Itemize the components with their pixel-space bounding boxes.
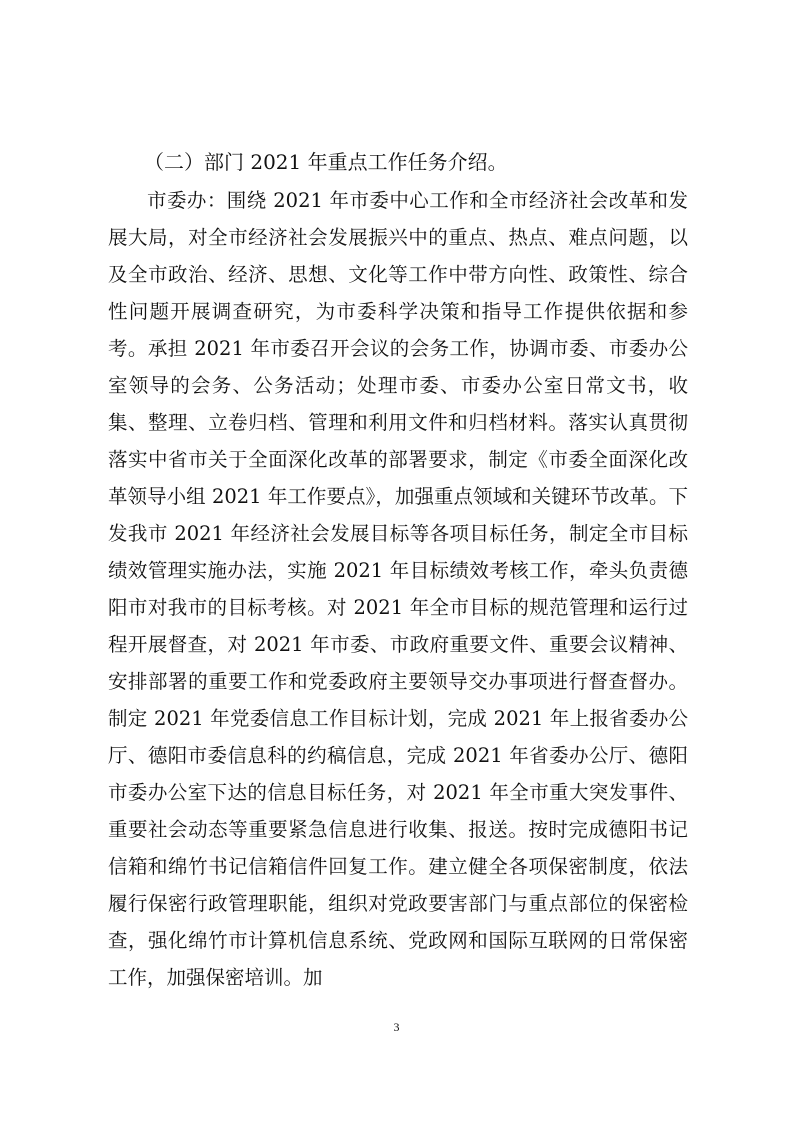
page-number: 3 <box>393 1020 400 1034</box>
section-heading: （二）部门 2021 年重点工作任务介绍。 <box>144 150 508 174</box>
body-paragraph: 市委办：围绕 2021 年市委中心工作和全市经济社会改革和发展大局，对全市经济社会发展振兴中的重点、热点、难点问题，以及全市政治、经济、思想、文化等工作中带方向性、政策性、综合性问题开展调查研究，为市委科学决策和指导工作提供依据和参考。承担 2021 年市委召开会议的会务工作，协调市委、市委办公室领导的会务、公务活动；处理市委、市委办公室日常文书，收集、整理、立卷归档、管理和利用文件和归档材料。落实认真贯彻落实中省市关于全面深化改革的部署要求，制定《市委全面深化改革领导小组 2021 年工作要点》，加强重点领域和关键环节改革。下发我市 2021 年经济社会发展目标等各项目标任务，制定全市目标绩效管理实施办法，实施 2021 年目标绩效考核工作，牵头负责德阳市对我市的目标考核。对 2021 年全市目标的规范管理和运行过程开展督查，对 2021 年市委、市政府重要文件、重要会议精神、安排部署的重要工作和党委政府主要领导交办事项进行督查督办。制定 2021 年党委信息工作目标计划，完成 2021 年上报省委办公厅、德阳市委信息科的约稿信息，完成 2021 年省委办公厅、德阳市委办公室下达的信息目标任务，对 2021 年全市重大突发事件、重要社会动态等重要紧急信息进行收集、报送。按时完成德阳书记信箱和绵竹书记信箱信件回复工作。建立健全各项保密制度，依法履行保密行政管理职能，组织对党政要害部门与重点部位的保密检查，强化绵竹市计算机信息系统、党政网和国际互联网的日常保密工作，加强保密培训。加 <box>108 189 688 989</box>
